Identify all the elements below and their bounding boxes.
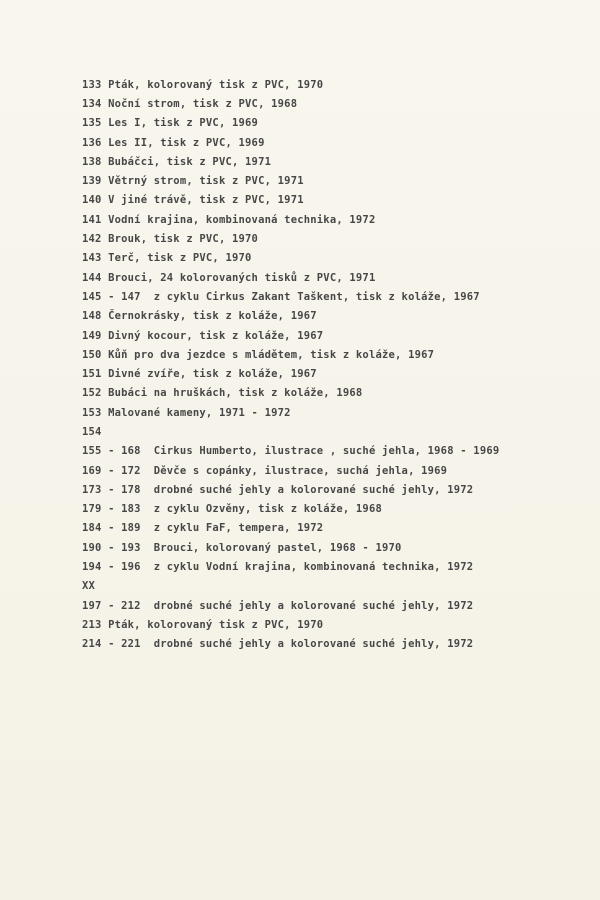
list-item-text: 141 Vodní krajina, kombinovaná technika, 1972 [82,213,376,226]
list-item-text: 154 [82,425,102,438]
list-item [82,133,582,152]
list-item-text: 150 Kůň pro dva jezdce s mládětem, tisk z koláže, 1967 [82,348,435,361]
list-item-text: 213 Pták, kolorovaný tisk z PVC, 1970 [82,618,324,631]
list-item [82,307,582,326]
list-item-text: 148 Černokrásky, tisk z koláže, 1967 [82,310,317,323]
list-item [82,94,582,113]
list-item [82,403,582,422]
list-item-text: 140 V jiné trávě, tisk z PVC, 1971 [82,194,304,207]
list-item-text: 179 - 183 z cyklu Ozvěny, tisk z koláže, 1968 [82,503,382,516]
artwork-list [82,75,582,654]
list-item-text: 138 Bubáčci, tisk z PVC, 1971 [82,155,272,168]
list-item-text: 173 - 178 drobné suché jehly a kolorované suché jehly, 1972 [82,483,474,496]
list-item [82,287,582,306]
list-item [82,152,582,171]
list-item-text: 151 Divné zvíře, tisk z koláže, 1967 [82,368,317,381]
list-item [82,635,582,654]
list-item-text: 135 Les I, tisk z PVC, 1969 [82,117,259,130]
list-item [82,191,582,210]
list-item-text: 136 Les II, tisk z PVC, 1969 [82,136,265,149]
list-item-text: 139 Větrný strom, tisk z PVC, 1971 [82,175,304,188]
list-item [82,557,582,576]
list-item-text: 155 - 168 Cirkus Humberto, ilustrace , suché jehla, 1968 - 1969 [82,445,500,458]
list-item-text: 143 Terč, tisk z PVC, 1970 [82,252,252,265]
list-item-text: 153 Malované kameny, 1971 - 1972 [82,406,291,419]
list-item [82,171,582,190]
list-item-text: 197 - 212 drobné suché jehly a kolorované suché jehly, 1972 [82,599,474,612]
list-item [82,249,582,268]
list-item [82,114,582,133]
list-item [82,519,582,538]
list-item [82,210,582,229]
list-item [82,75,582,94]
list-item [82,577,582,596]
list-item-text: 149 Divný kocour, tisk z koláže, 1967 [82,329,324,342]
list-item [82,345,582,364]
list-item-text: 133 Pták, kolorovaný tisk z PVC, 1970 [82,78,324,91]
list-item-text: 152 Bubáci na hruškách, tisk z koláže, 1968 [82,387,363,400]
list-item [82,384,582,403]
list-item-text: XX [82,580,96,593]
list-item-text: 142 Brouk, tisk z PVC, 1970 [82,233,259,246]
list-item-text: 134 Noční strom, tisk z PVC, 1968 [82,97,298,110]
list-item [82,364,582,383]
list-item-text: 169 - 172 Děvče s copánky, ilustrace, suchá jehla, 1969 [82,464,448,477]
list-item [82,326,582,345]
list-item-text: 184 - 189 z cyklu FaF, tempera, 1972 [82,522,324,535]
list-item [82,596,582,615]
list-item-text: 190 - 193 Brouci, kolorovaný pastel, 1968 - 1970 [82,541,402,554]
list-item [82,442,582,461]
list-item [82,461,582,480]
list-item [82,500,582,519]
list-item [82,229,582,248]
list-item [82,615,582,634]
list-item [82,422,582,441]
list-item [82,480,582,499]
list-item [82,538,582,557]
list-item-text: 144 Brouci, 24 kolorovaných tisků z PVC, 1971 [82,271,376,284]
list-item-text: 194 - 196 z cyklu Vodní krajina, kombinovaná technika, 1972 [82,561,474,574]
list-item-text: 214 - 221 drobné suché jehly a kolorované suché jehly, 1972 [82,638,474,651]
list-item [82,268,582,287]
list-item-text: 145 - 147 z cyklu Cirkus Zakant Taškent, tisk z koláže, 1967 [82,290,480,303]
